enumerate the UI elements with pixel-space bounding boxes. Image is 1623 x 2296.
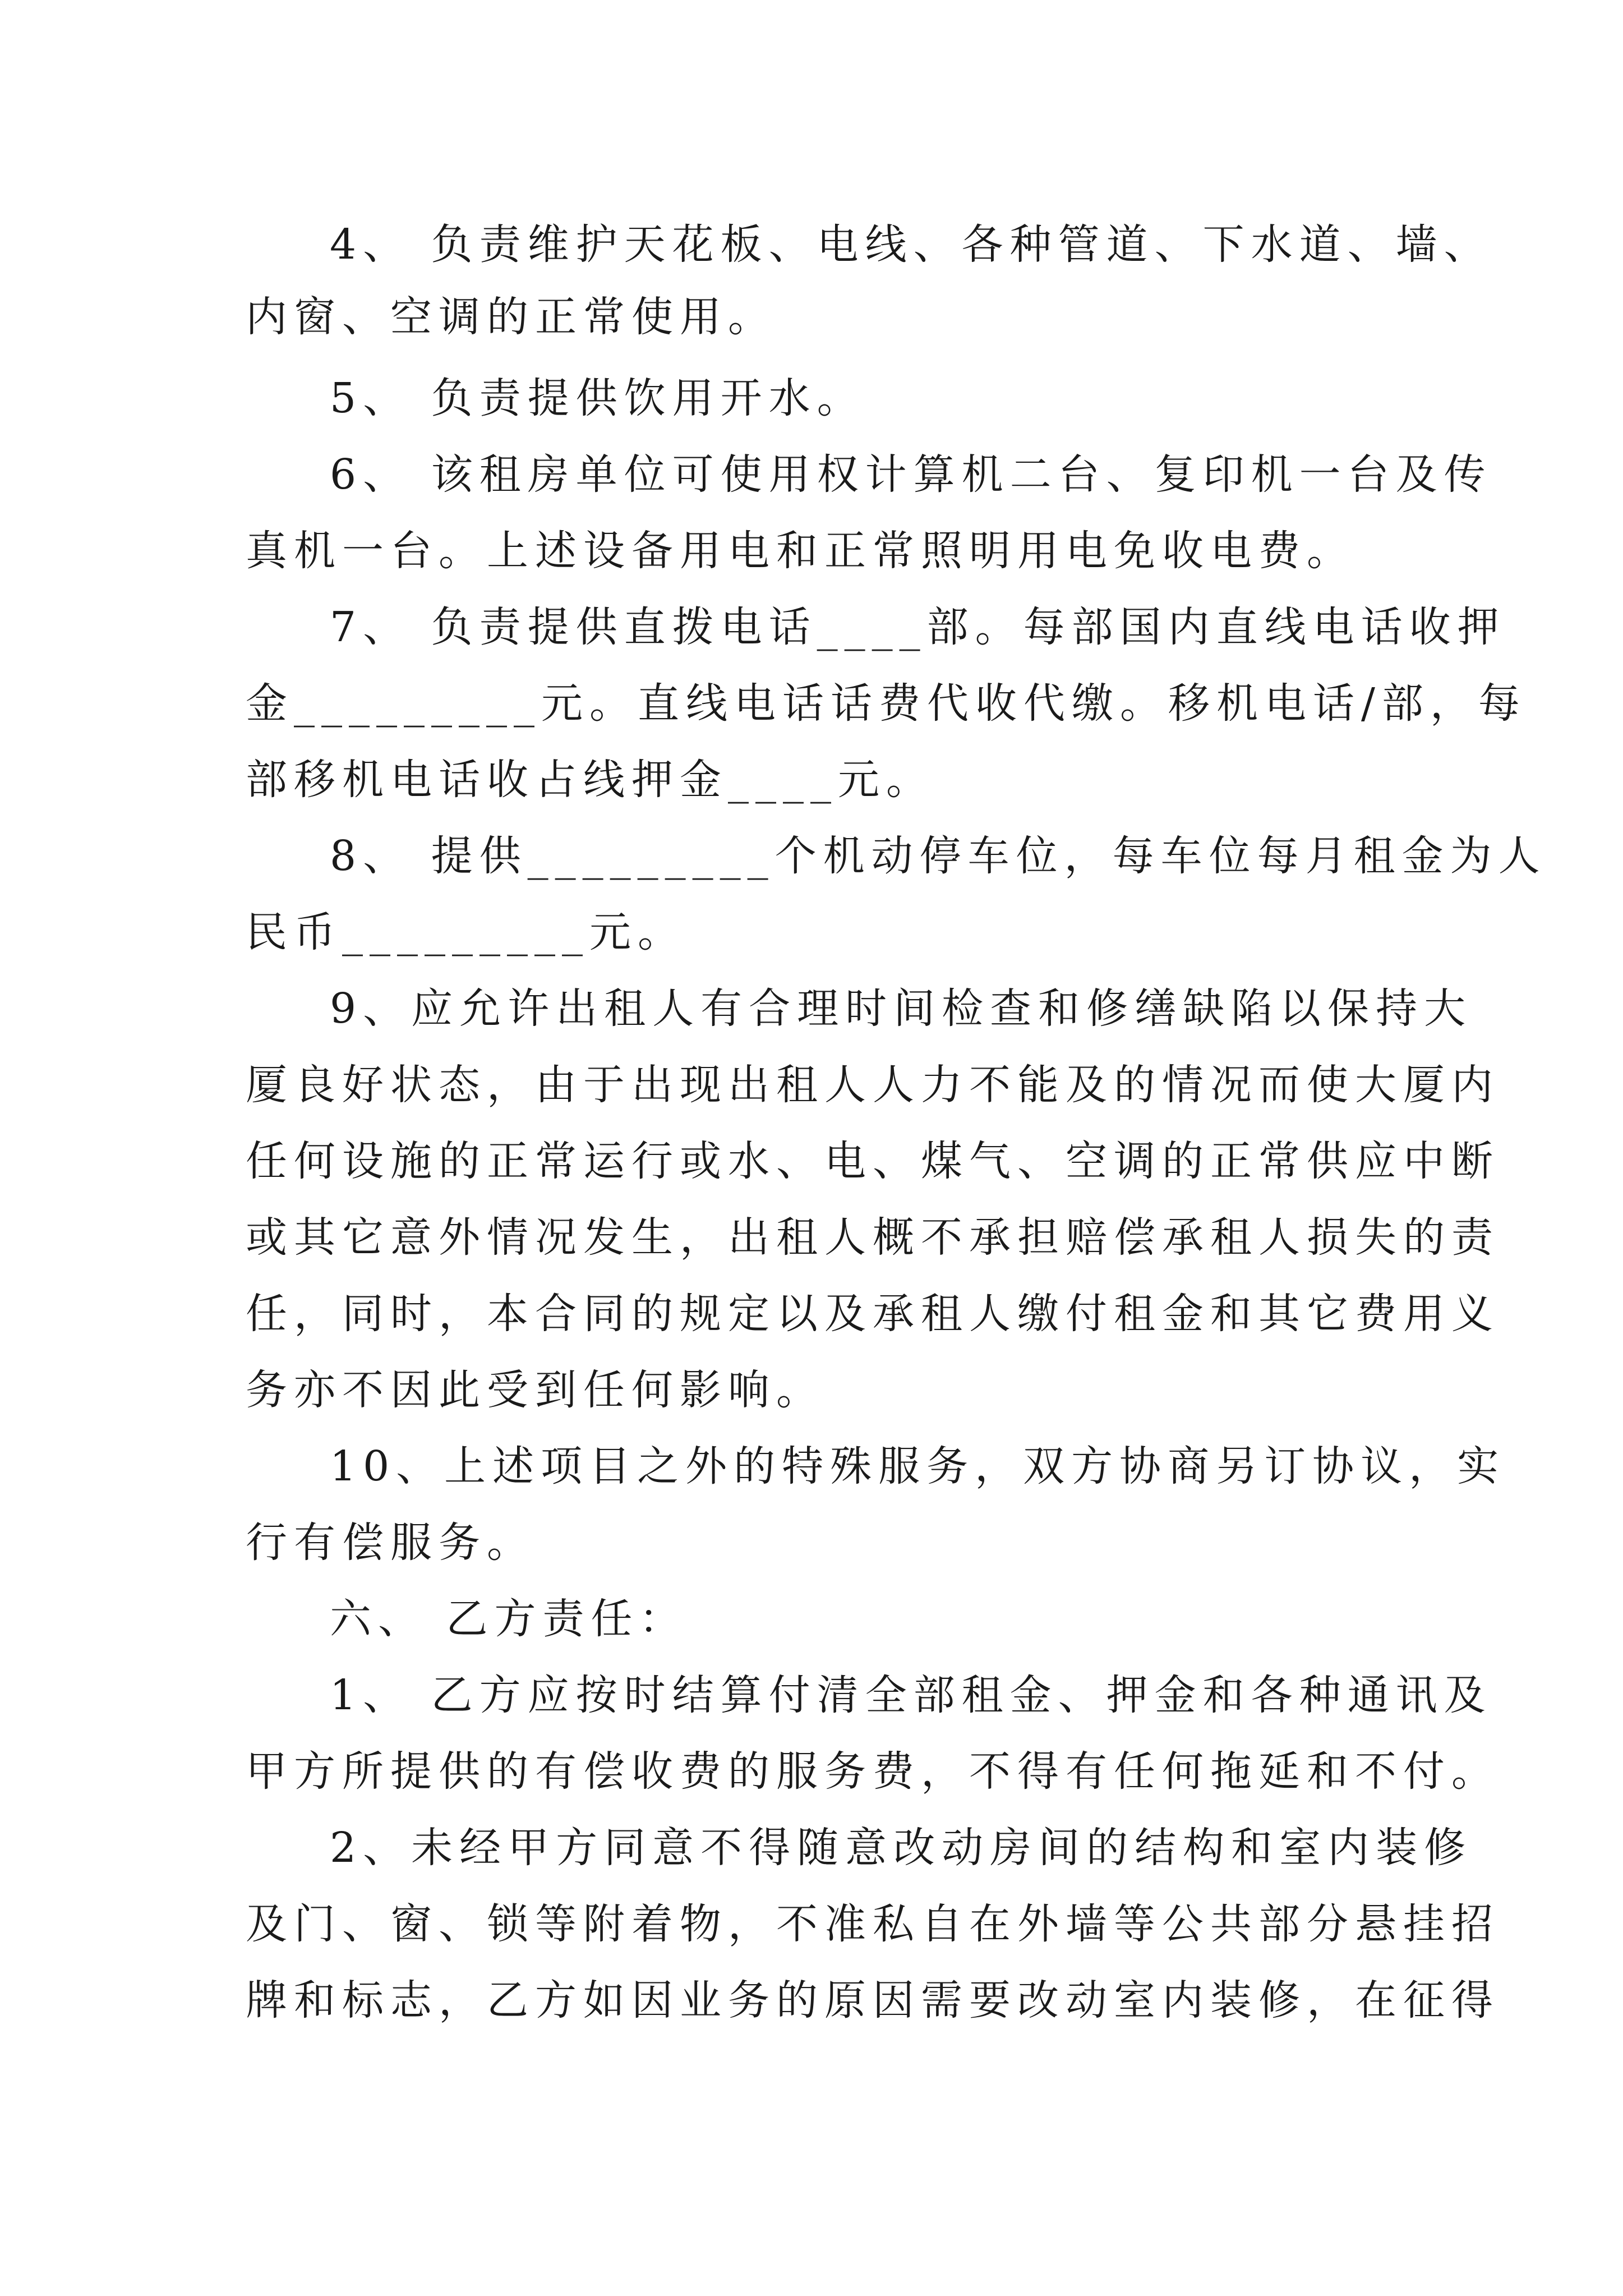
text-line: 或其它意外情况发生，出租人概不承担赔偿承租人损失的责	[246, 1213, 1500, 1262]
text-line: 行有偿服务。	[246, 1519, 535, 1567]
text-line: 厦良好状态，由于出现出租人人力不能及的情况而使大厦内	[246, 1061, 1500, 1109]
text-line: 务亦不因此受到任何影响。	[246, 1366, 824, 1414]
text-line: 甲方所提供的有偿收费的服务费，不得有任何拖延和不付。	[246, 1747, 1500, 1796]
text-line: 真机一台。上述设备用电和正常照明用电免收电费。	[246, 527, 1355, 575]
text-line: 部移机电话收占线押金____元。	[246, 756, 934, 804]
text-line: 2、未经甲方同意不得随意改动房间的结构和室内装修	[330, 1824, 1473, 1872]
text-line: 民币_________元。	[246, 908, 686, 956]
text-line: 内窗、空调的正常使用。	[246, 293, 776, 341]
text-line: 4、 负责维护天花板、电线、各种管道、下水道、墙、	[330, 220, 1492, 269]
text-line: 8、 提供_________个机动停车位，每车位每月租金为人	[330, 832, 1547, 880]
text-line: 牌和标志，乙方如因业务的原因需要改动室内装修，在征得	[246, 1976, 1500, 2024]
text-line: 7、 负责提供直拨电话____部。每部国内直线电话收押	[330, 603, 1506, 651]
text-line: 任，同时，本合同的规定以及承租人缴付租金和其它费用义	[246, 1290, 1500, 1338]
text-line: 10、上述项目之外的特殊服务，双方协商另订协议，实	[330, 1442, 1506, 1490]
text-line: 9、应允许出租人有合理时间检查和修缮缺陷以保持大	[330, 984, 1473, 1033]
text-line: 金_________元。直线电话话费代收代缴。移机电话/部，每	[246, 679, 1527, 728]
text-line: 及门、窗、锁等附着物，不准私自在外墙等公共部分悬挂招	[246, 1900, 1500, 1948]
text-line: 5、 负责提供饮用开水。	[330, 374, 865, 422]
text-line: 任何设施的正常运行或水、电、煤气、空调的正常供应中断	[246, 1137, 1500, 1185]
text-line: 1、 乙方应按时结算付清全部租金、押金和各种通讯及	[330, 1671, 1492, 1719]
section-heading: 六、 乙方责任：	[330, 1595, 688, 1643]
text-line: 6、 该租房单位可使用权计算机二台、复印机一台及传	[330, 450, 1492, 499]
